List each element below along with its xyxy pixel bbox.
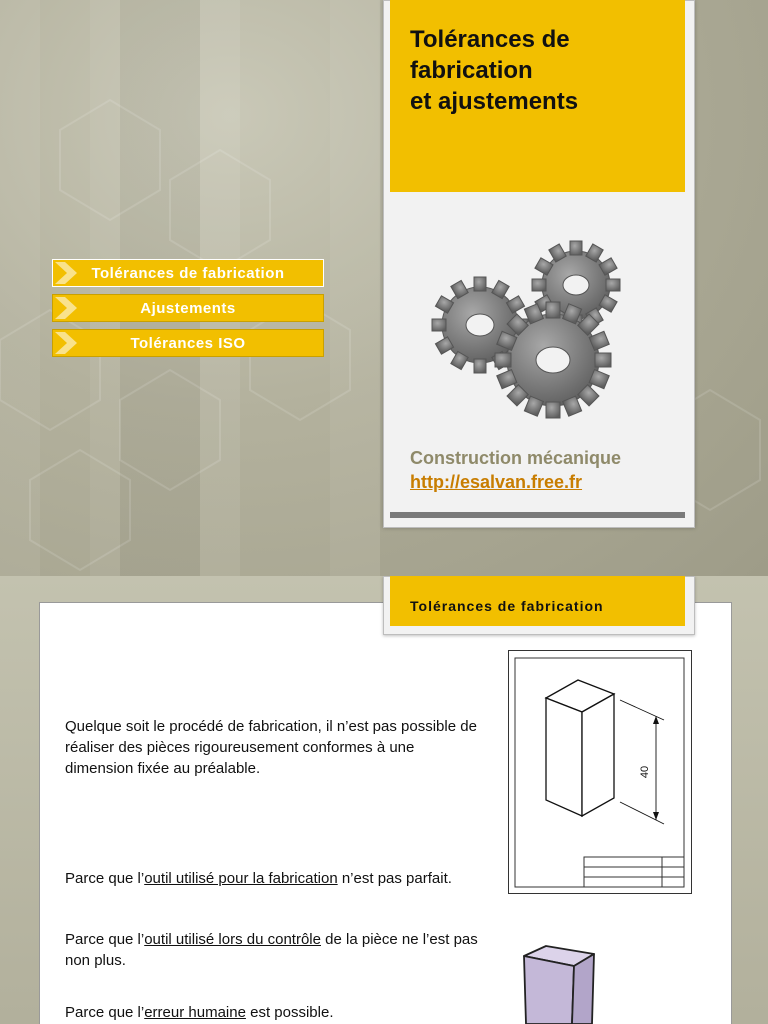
panel-divider xyxy=(390,512,685,518)
nav-button-label: Tolérances de fabrication xyxy=(91,264,285,282)
section-title: Tolérances de fabrication xyxy=(410,598,604,614)
chevron-right-icon xyxy=(53,295,81,321)
nav-button-label: Tolérances ISO xyxy=(130,334,246,352)
slide-title-line: fabrication xyxy=(410,57,533,84)
dimension-label: 40 xyxy=(639,765,651,779)
text-fragment: est possible. xyxy=(245,1004,334,1021)
cuboid-illustration xyxy=(518,942,598,1024)
slide-title-line: Tolérances de xyxy=(410,26,570,53)
nav-button-label: Ajustements xyxy=(140,299,236,317)
content-slide xyxy=(0,576,768,1024)
gears-icon xyxy=(428,240,628,425)
paragraph-reason-human xyxy=(65,1002,485,1023)
underlined-term: outil utilisé lors du contrôle xyxy=(144,931,321,948)
underlined-term: erreur humaine xyxy=(144,1004,246,1021)
text-fragment: n’est pas parfait. xyxy=(337,870,452,887)
chevron-right-icon xyxy=(53,330,81,356)
underlined-term: outil utilisé pour la fabrication xyxy=(144,870,338,887)
text-fragment: Parce que l’ xyxy=(65,1004,145,1021)
nav-button-tolerances-fabrication[interactable] xyxy=(52,259,324,287)
slide-title xyxy=(410,24,670,117)
text-fragment: Parce que l’ xyxy=(65,931,145,948)
website-link[interactable]: http://esalvan.free.fr xyxy=(410,472,583,492)
text-fragment: Parce que l’ xyxy=(65,870,145,887)
slide-title-line: et ajustements xyxy=(410,88,579,115)
technical-drawing xyxy=(508,650,692,894)
paragraph-intro: Quelque soit le procédé de fabrication, il n’est pas possible de réaliser des pièces rigoureusement conformes à une dimension fixée au préalable. xyxy=(65,718,477,777)
chevron-right-icon xyxy=(53,260,81,286)
paragraph-reason-control xyxy=(65,929,485,971)
text-fragment: de la pièce ne l’est pas non plus. xyxy=(65,931,478,969)
nav-button-tolerances-iso[interactable] xyxy=(52,329,324,357)
subtitle: Construction mécanique xyxy=(410,448,622,468)
nav-button-ajustements[interactable] xyxy=(52,294,324,322)
paragraph-reason-tool xyxy=(65,868,485,889)
